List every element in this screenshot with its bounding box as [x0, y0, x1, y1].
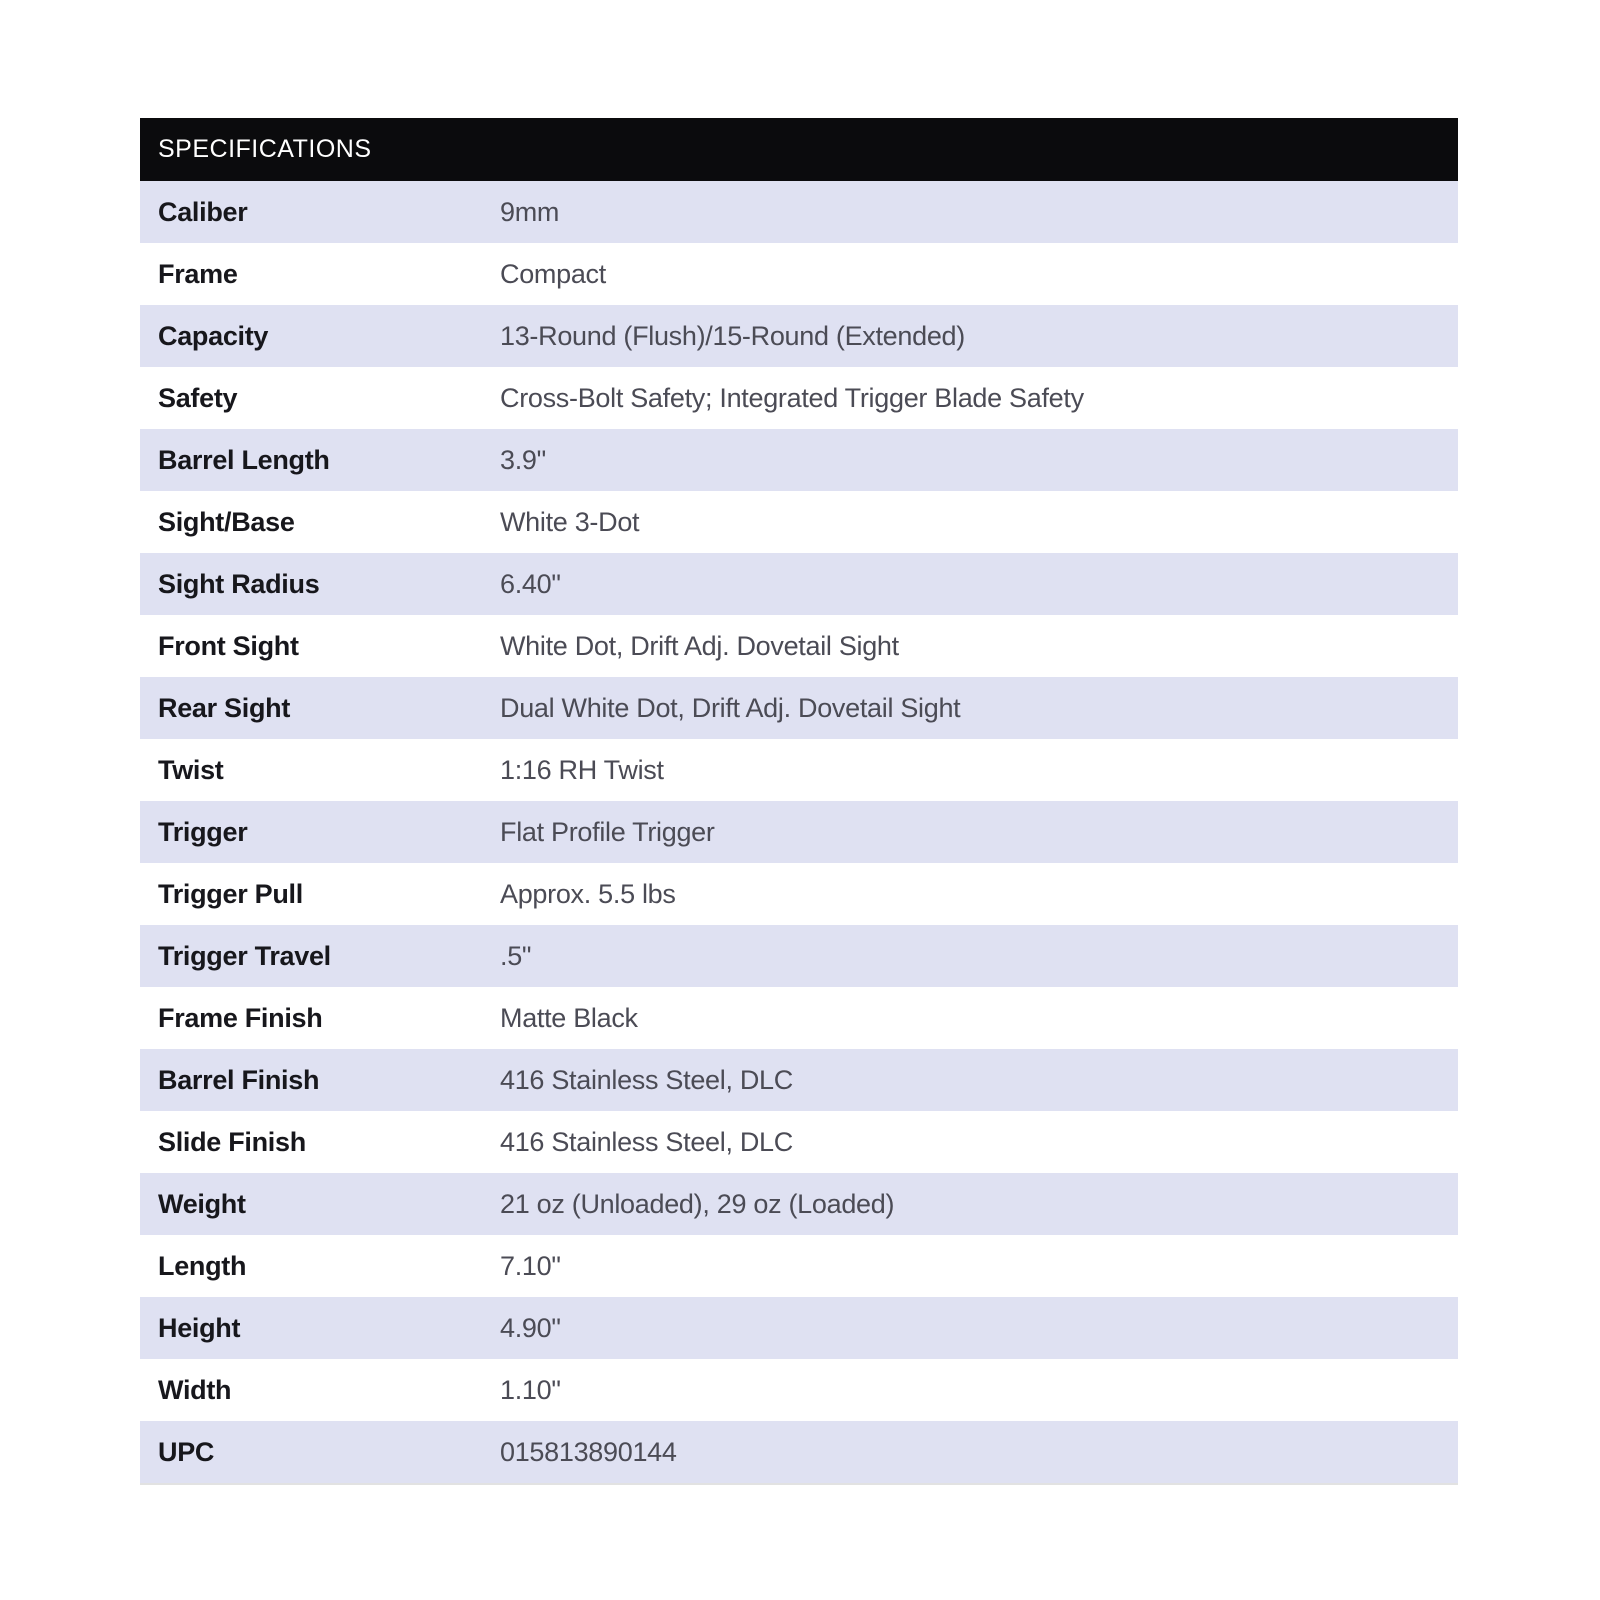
- spec-label: Trigger: [158, 816, 248, 847]
- spec-value: 21 oz (Unloaded), 29 oz (Loaded): [500, 1188, 895, 1219]
- spec-label: Barrel Length: [158, 444, 330, 475]
- spec-value: 9mm: [500, 196, 560, 227]
- table-row: [140, 987, 1458, 1049]
- spec-label: Width: [158, 1374, 232, 1405]
- spec-value: 416 Stainless Steel, DLC: [500, 1064, 793, 1095]
- table-row: [140, 553, 1458, 615]
- spec-label: Length: [158, 1250, 247, 1281]
- table-row: [140, 367, 1458, 429]
- table-row: [140, 1111, 1458, 1173]
- table-row: [140, 491, 1458, 553]
- spec-label: Front Sight: [158, 630, 299, 661]
- table-header: [140, 118, 1458, 181]
- spec-label: Trigger Pull: [158, 878, 303, 909]
- spec-label: Barrel Finish: [158, 1064, 320, 1095]
- spec-value: Compact: [500, 258, 606, 289]
- table-row: [140, 429, 1458, 491]
- spec-label: Weight: [158, 1188, 246, 1219]
- table-row: [140, 1173, 1458, 1235]
- spec-label: Sight/Base: [158, 506, 295, 537]
- table-row: [140, 739, 1458, 801]
- specifications-table: [140, 118, 1458, 1485]
- spec-value: Flat Profile Trigger: [500, 816, 715, 847]
- table-row: [140, 615, 1458, 677]
- spec-value: 7.10": [500, 1250, 561, 1281]
- spec-value: 4.90": [500, 1312, 561, 1343]
- spec-value: Cross-Bolt Safety; Integrated Trigger Blade Safety: [500, 382, 1084, 413]
- spec-label: Slide Finish: [158, 1126, 306, 1157]
- spec-value: 1:16 RH Twist: [500, 754, 664, 785]
- spec-label: Twist: [158, 754, 224, 785]
- spec-label: Frame: [158, 258, 238, 289]
- table-row: [140, 1049, 1458, 1111]
- spec-value: 416 Stainless Steel, DLC: [500, 1126, 793, 1157]
- table-title: SPECIFICATIONS: [158, 135, 372, 163]
- table-row: [140, 1235, 1458, 1297]
- spec-label: Trigger Travel: [158, 940, 331, 971]
- spec-value: White Dot, Drift Adj. Dovetail Sight: [500, 630, 899, 661]
- spec-value: Approx. 5.5 lbs: [500, 878, 676, 909]
- spec-value: 6.40": [500, 568, 561, 599]
- spec-label: Sight Radius: [158, 568, 320, 599]
- table-row: [140, 305, 1458, 367]
- table-row: [140, 243, 1458, 305]
- table-row: [140, 1421, 1458, 1483]
- spec-value: .5": [500, 940, 532, 971]
- table-body: [140, 181, 1458, 1483]
- table-row: [140, 677, 1458, 739]
- table-row: [140, 181, 1458, 243]
- spec-value: Matte Black: [500, 1002, 638, 1033]
- spec-label: Safety: [158, 382, 238, 413]
- spec-label: UPC: [158, 1436, 215, 1467]
- table-row: [140, 863, 1458, 925]
- spec-label: Capacity: [158, 320, 269, 351]
- spec-value: White 3-Dot: [500, 506, 640, 537]
- spec-value: 13-Round (Flush)/15-Round (Extended): [500, 320, 965, 351]
- spec-value: Dual White Dot, Drift Adj. Dovetail Sight: [500, 692, 961, 723]
- spec-value: 3.9": [500, 444, 546, 475]
- table-row: [140, 801, 1458, 863]
- table-row: [140, 925, 1458, 987]
- spec-value: 015813890144: [500, 1436, 677, 1467]
- spec-label: Rear Sight: [158, 692, 291, 723]
- spec-label: Frame Finish: [158, 1002, 323, 1033]
- table-row: [140, 1359, 1458, 1421]
- spec-label: Height: [158, 1312, 241, 1343]
- spec-label: Caliber: [158, 196, 248, 227]
- table-row: [140, 1297, 1458, 1359]
- spec-value: 1.10": [500, 1374, 561, 1405]
